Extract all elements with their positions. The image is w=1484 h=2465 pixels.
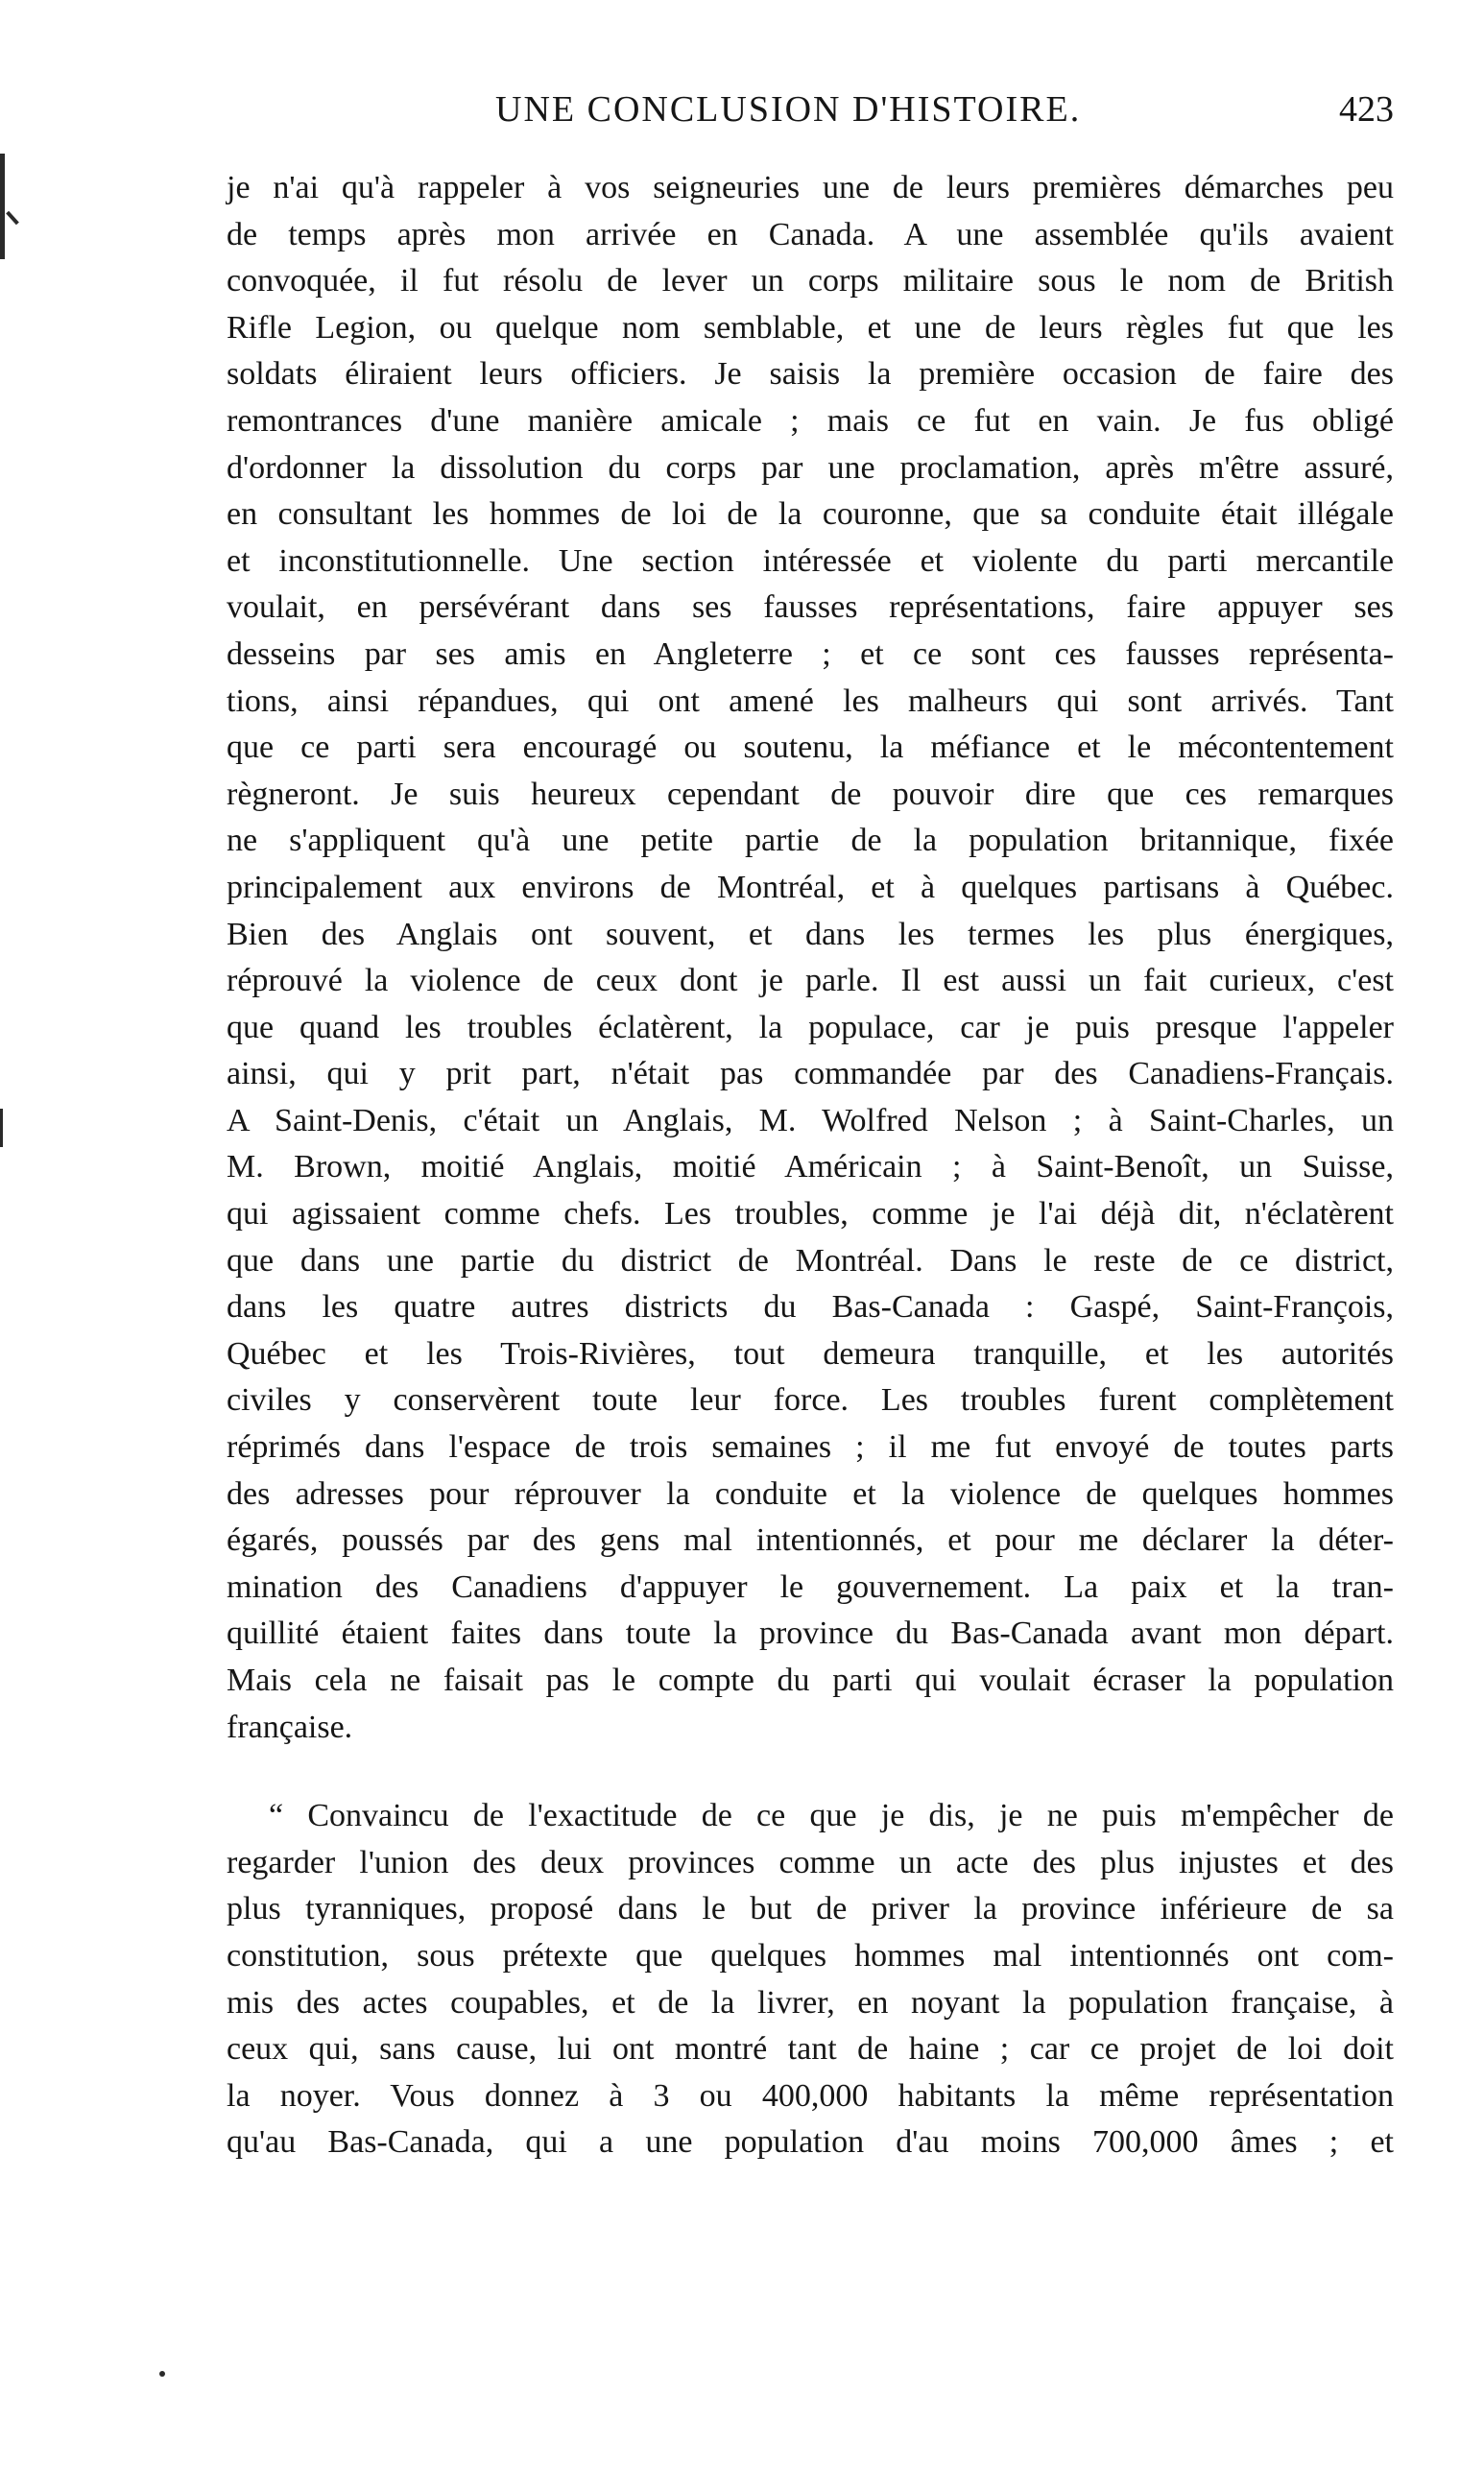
margin-mark [0, 1109, 3, 1147]
margin-mark [159, 2371, 165, 2377]
text-line: des adresses pour réprouver la conduite et la violence de quelques hommes [227, 1475, 1394, 1512]
text-line: “ Convaincu de l'exactitude de ce que je dis, je ne puis m'empêcher de [269, 1798, 1394, 1834]
text-line: que quand les troubles éclatèrent, la populace, car je puis presque l'appeler [227, 1009, 1394, 1045]
paragraph [227, 1793, 1394, 2166]
text-line: soldats éliraient leurs officiers. Je saisis la première occasion de faire des [227, 356, 1394, 393]
text-line: ceux qui, sans cause, lui ont montré tant de haine ; car ce projet de loi doit [227, 2031, 1394, 2068]
text-line: remontrances d'une manière amicale ; mais ce fut en vain. Je fus obligé [227, 402, 1394, 439]
text-line: regarder l'union des deux provinces comme un acte des plus injustes et des [227, 1844, 1394, 1880]
text-line: réprouvé la violence de ceux dont je parle. Il est aussi un fait curieux, c'est [227, 963, 1394, 999]
text-line: que dans une partie du district de Montréal. Dans le reste de ce district, [227, 1242, 1394, 1279]
text-line: qui agissaient comme chefs. Les troubles, comme je l'ai déjà dit, n'éclatèrent [227, 1196, 1394, 1232]
text-line: plus tyranniques, proposé dans le but de priver la province inférieure de sa [227, 1891, 1394, 1927]
text-line: que ce parti sera encouragé ou soutenu, la méfiance et le mécontentement [227, 730, 1394, 766]
text-line: de temps après mon arrivée en Canada. A une assemblée qu'ils avaient [227, 216, 1394, 252]
text-line: en consultant les hommes de loi de la couronne, que sa conduite était illégale [227, 496, 1394, 533]
paragraph [227, 165, 1394, 1751]
text-line: je n'ai qu'à rappeler à vos seigneuries une de leurs premières démarches peu [227, 170, 1394, 205]
page-number: 423 [1339, 89, 1394, 130]
text-line: Mais cela ne faisait pas le compte du parti qui voulait écraser la population [227, 1663, 1394, 1698]
margin-mark [0, 154, 5, 259]
text-line: constitution, sous prétexte que quelques hommes mal intentionnés ont com- [227, 1937, 1394, 1974]
text-line: dans les quatre autres districts du Bas-Canada : Gaspé, Saint-François, [227, 1289, 1394, 1326]
text-line: ainsi, qui y prit part, n'était pas commandée par des Canadiens-Français. [227, 1056, 1394, 1092]
text-line: règneront. Je suis heureux cependant de pouvoir dire que ces remarques [227, 776, 1394, 812]
text-line: mination des Canadiens d'appuyer le gouvernement. La paix et la tran- [227, 1568, 1394, 1605]
text-line: la noyer. Vous donnez à 3 ou 400,000 habitants la même représentation [227, 2077, 1394, 2114]
text-line: qu'au Bas-Canada, qui a une population d'au moins 700,000 âmes ; et [227, 2124, 1394, 2161]
text-line: française. [227, 1709, 353, 1745]
running-head [227, 88, 1394, 142]
text-line: et inconstitutionnelle. Une section intéressée et violente du parti mercantile [227, 542, 1394, 579]
text-line: réprimés dans l'espace de trois semaines ; il me fut envoyé de toutes parts [227, 1429, 1394, 1466]
running-title: UNE CONCLUSION D'HISTOIRE. [495, 89, 1082, 130]
margin-mark [6, 211, 19, 226]
text-line: d'ordonner la dissolution du corps par une proclamation, après m'être assuré, [227, 449, 1394, 486]
text-line: tions, ainsi répandues, qui ont amené les malheurs qui sont arrivés. Tant [227, 682, 1394, 719]
body-text [227, 165, 1394, 2166]
text-line: principalement aux environs de Montréal, et à quelques partisans à Québec. [227, 869, 1394, 905]
text-line: civiles y conservèrent toute leur force. Les troubles furent complètement [227, 1382, 1394, 1419]
text-line: quillité étaient faites dans toute la province du Bas-Canada avant mon départ. [227, 1615, 1394, 1652]
text-line: mis des actes coupables, et de la livrer, en noyant la population française, à [227, 1984, 1394, 2021]
text-line: Québec et les Trois-Rivières, tout demeura tranquille, et les autorités [227, 1335, 1394, 1372]
text-line: M. Brown, moitié Anglais, moitié Américain ; à Saint-Benoît, un Suisse, [227, 1149, 1394, 1185]
text-line: égarés, poussés par des gens mal intentionnés, et pour me déclarer la déter- [227, 1522, 1394, 1559]
text-line: convoquée, il fut résolu de lever un corps militaire sous le nom de British [227, 263, 1394, 299]
text-line: A Saint-Denis, c'était un Anglais, M. Wolfred Nelson ; à Saint-Charles, un [227, 1102, 1394, 1138]
text-line: Rifle Legion, ou quelque nom semblable, et une de leurs règles fut que les [227, 309, 1394, 346]
text-line: voulait, en persévérant dans ses fausses représentations, faire appuyer ses [227, 589, 1394, 626]
text-line: Bien des Anglais ont souvent, et dans les termes les plus énergiques, [227, 916, 1394, 952]
text-line: ne s'appliquent qu'à une petite partie de la population britannique, fixée [227, 823, 1394, 859]
text-line: desseins par ses amis en Angleterre ; et ce sont ces fausses représenta- [227, 635, 1394, 672]
